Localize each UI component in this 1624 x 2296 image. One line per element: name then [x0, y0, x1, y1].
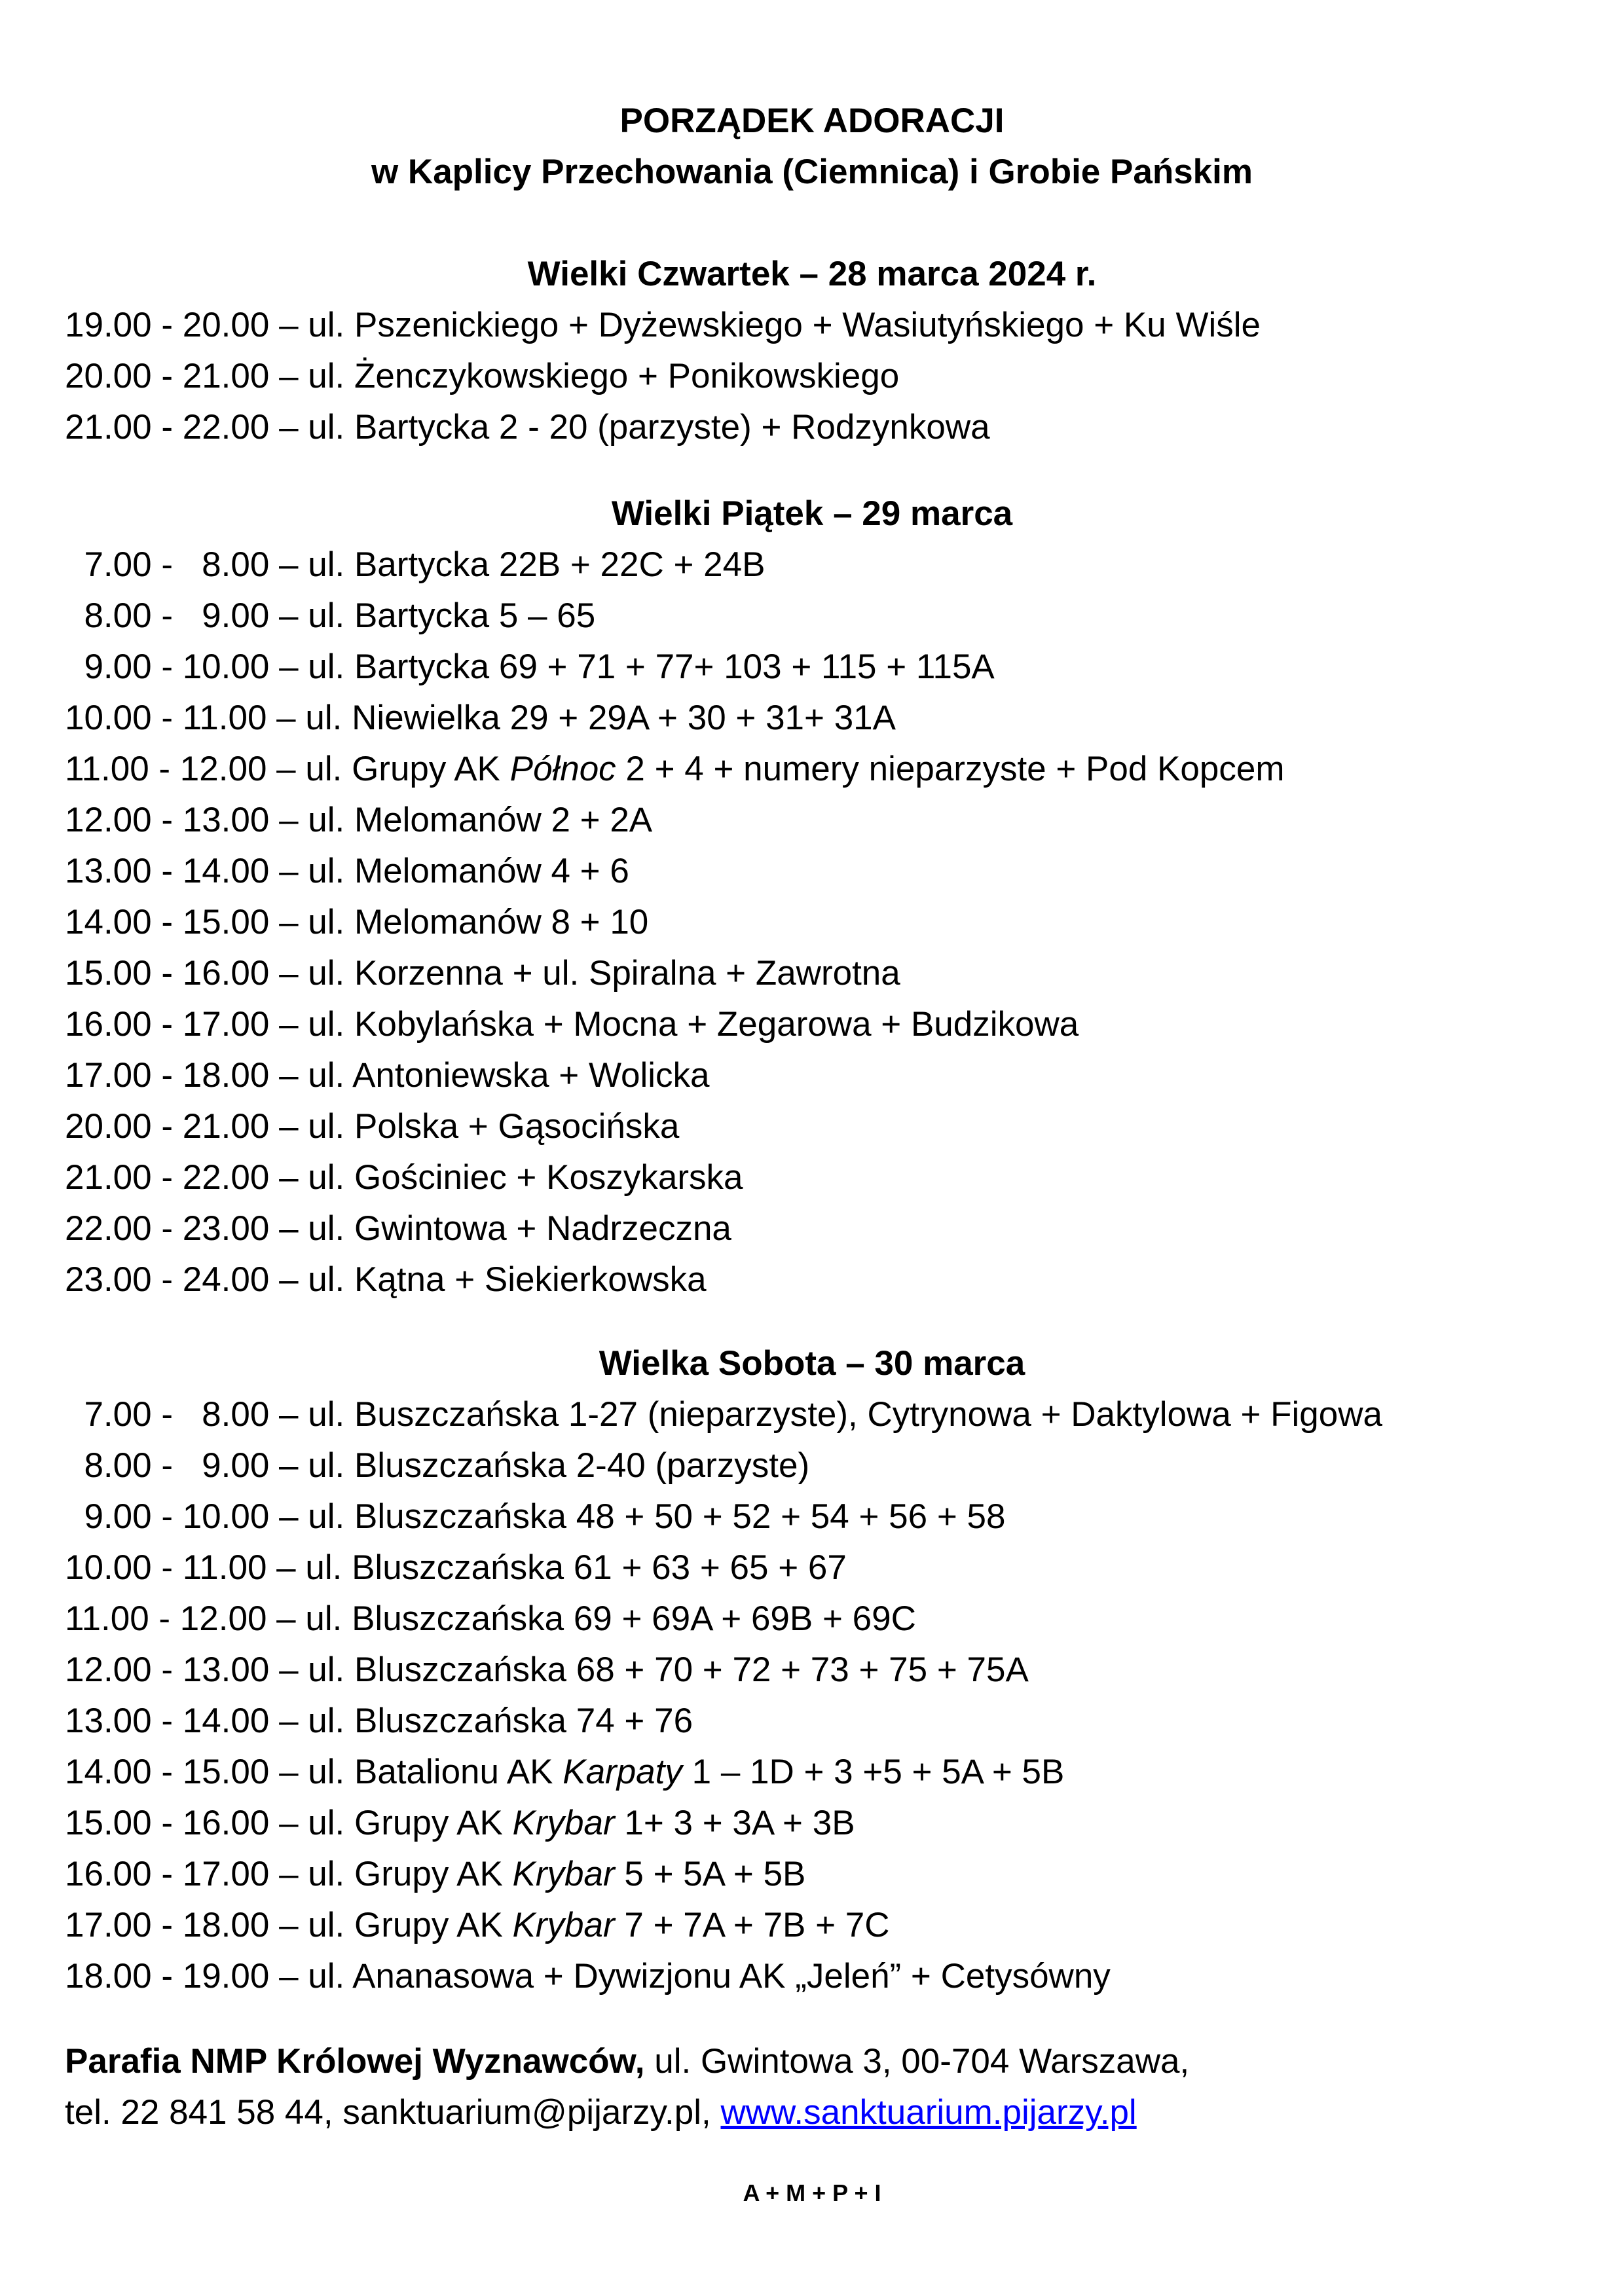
time-range: 14.00 - 15.00 — [65, 903, 270, 941]
streets: – ul. Buszczańska 1-27 (nieparzyste), Cytrynowa + Daktylowa + Figowa — [269, 1395, 1382, 1434]
time-range: 11.00 - 12.00 — [65, 750, 267, 788]
street-name-italic: Krybar — [512, 1906, 615, 1944]
schedule-row — [65, 539, 1559, 591]
streets: – ul. Antoniewska + Wolicka — [269, 1056, 710, 1095]
schedule-row — [65, 1254, 1559, 1305]
time-range: 17.00 - 18.00 — [65, 1056, 270, 1095]
streets: – ul. Bluszczańska 69 + 69A + 69B + 69C — [267, 1599, 916, 1638]
schedule-row — [65, 1491, 1559, 1542]
streets: – ul. Bluszczańska 74 + 76 — [269, 1702, 693, 1740]
streets: – ul. Melomanów 2 + 2A — [269, 801, 653, 839]
streets: – ul. Żenczykowskiego + Ponikowskiego — [269, 357, 900, 395]
schedule-row — [65, 846, 1559, 897]
schedule-row — [65, 1440, 1559, 1491]
streets: – ul. Melomanów 4 + 6 — [269, 852, 629, 890]
schedule-row — [65, 351, 1559, 402]
schedule-rows — [65, 1389, 1559, 2002]
streets: – ul. Bluszczańska 2-40 (parzyste) — [269, 1446, 810, 1485]
time-range: 23.00 - 24.00 — [65, 1260, 270, 1299]
schedule-row — [65, 999, 1559, 1050]
time-range: 19.00 - 20.00 — [65, 306, 270, 344]
time-range: 15.00 - 16.00 — [65, 954, 270, 993]
streets: – ul. Korzenna + ul. Spiralna + Zawrotna — [269, 954, 900, 993]
streets: – ul. Bluszczańska 68 + 70 + 72 + 73 + 75 + 75A — [269, 1650, 1029, 1689]
schedule-row — [65, 1747, 1559, 1798]
time-range: 21.00 - 22.00 — [65, 408, 270, 446]
streets: – ul. Ananasowa + Dywizjonu AK „Jeleń” + Cetysówny — [269, 1957, 1111, 1995]
schedule-row — [65, 948, 1559, 999]
time-range: 9.00 - 10.00 — [65, 647, 270, 686]
streets: – ul. Grupy AK — [269, 1855, 513, 1893]
streets: – ul. Bartycka 2 - 20 (parzyste) + Rodzynkowa — [269, 408, 990, 446]
streets: – ul. Batalionu AK — [269, 1753, 563, 1791]
schedule-row — [65, 1798, 1559, 1849]
schedule-row — [65, 693, 1559, 744]
time-range: 8.00 - 9.00 — [65, 1446, 270, 1485]
streets: – ul. Pszenickiego + Dyżewskiego + Wasiutyńskiego + Ku Wiśle — [269, 306, 1261, 344]
time-range: 9.00 - 10.00 — [65, 1497, 270, 1536]
schedule-row — [65, 1542, 1559, 1594]
streets: – ul. Bluszczańska 61 + 63 + 65 + 67 — [267, 1548, 847, 1587]
time-range: 13.00 - 14.00 — [65, 1702, 270, 1740]
streets: – ul. Bartycka 5 – 65 — [269, 596, 596, 635]
schedule-row — [65, 402, 1559, 453]
time-range: 12.00 - 13.00 — [65, 801, 270, 839]
time-range: 14.00 - 15.00 — [65, 1753, 270, 1791]
streets: – ul. Bartycka 22B + 22C + 24B — [269, 545, 766, 584]
schedule-row — [65, 1645, 1559, 1696]
schedule-row — [65, 642, 1559, 693]
schedule-row — [65, 1900, 1559, 1951]
streets-continued: 1 – 1D + 3 +5 + 5A + 5B — [682, 1753, 1065, 1791]
schedule-row — [65, 1101, 1559, 1152]
street-name-italic: Krybar — [512, 1855, 615, 1893]
streets: – ul. Melomanów 8 + 10 — [269, 903, 649, 941]
motto: A + M + P + I — [743, 2179, 881, 2206]
time-range: 20.00 - 21.00 — [65, 357, 270, 395]
time-range: 11.00 - 12.00 — [65, 1599, 267, 1638]
day-section-saturday — [65, 1338, 1559, 2002]
time-range: 17.00 - 18.00 — [65, 1906, 270, 1944]
streets: – ul. Bartycka 69 + 71 + 77+ 103 + 115 + 115A — [269, 647, 995, 686]
parish-address: ul. Gwintowa 3, 00-704 Warszawa, — [644, 2042, 1190, 2081]
day-section-thursday — [65, 249, 1559, 453]
time-range: 7.00 - 8.00 — [65, 1395, 270, 1434]
streets: – ul. Gwintowa + Nadrzeczna — [269, 1209, 731, 1248]
day-heading: Wielka Sobota – 30 marca — [599, 1344, 1025, 1383]
time-range: 18.00 - 19.00 — [65, 1957, 270, 1995]
streets-continued: 2 + 4 + numery nieparzyste + Pod Kopcem — [616, 750, 1285, 788]
time-range: 7.00 - 8.00 — [65, 545, 270, 584]
time-range: 8.00 - 9.00 — [65, 596, 270, 635]
time-range: 16.00 - 17.00 — [65, 1855, 270, 1893]
schedule-row — [65, 1389, 1559, 1440]
website-link[interactable]: www.sanktuarium.pijarzy.pl — [720, 2093, 1137, 2132]
schedule-row — [65, 1152, 1559, 1203]
time-range: 10.00 - 11.00 — [65, 699, 267, 737]
streets: – ul. Grupy AK — [269, 1804, 513, 1842]
streets-continued: 1+ 3 + 3A + 3B — [614, 1804, 855, 1842]
schedule-row — [65, 1203, 1559, 1254]
schedule-rows — [65, 539, 1559, 1305]
streets: – ul. Polska + Gąsocińska — [269, 1107, 680, 1146]
parish-name: Parafia NMP Królowej Wyznawców, — [65, 2042, 645, 2081]
time-range: 20.00 - 21.00 — [65, 1107, 270, 1146]
schedule-row — [65, 591, 1559, 642]
schedule-rows — [65, 300, 1559, 453]
day-heading: Wielki Piątek – 29 marca — [611, 494, 1013, 533]
schedule-row — [65, 897, 1559, 948]
streets: – ul. Kątna + Siekierkowska — [269, 1260, 707, 1299]
streets: – ul. Grupy AK — [269, 1906, 513, 1944]
time-range: 10.00 - 11.00 — [65, 1548, 267, 1587]
schedule-row — [65, 795, 1559, 846]
time-range: 15.00 - 16.00 — [65, 1804, 270, 1842]
streets: – ul. Kobylańska + Mocna + Zegarowa + Budzikowa — [269, 1005, 1079, 1044]
schedule-row — [65, 1594, 1559, 1645]
schedule-row — [65, 300, 1559, 351]
street-name-italic: Północ — [509, 750, 616, 788]
time-range: 22.00 - 23.00 — [65, 1209, 270, 1248]
parish-contact: tel. 22 841 58 44, sanktuarium@pijarzy.pl, — [65, 2093, 721, 2132]
street-name-italic: Karpaty — [563, 1753, 682, 1791]
time-range: 12.00 - 13.00 — [65, 1650, 270, 1689]
time-range: 16.00 - 17.00 — [65, 1005, 270, 1044]
parish-footer — [65, 2036, 1559, 2138]
schedule-row — [65, 1951, 1559, 2002]
document-title: PORZĄDEK ADORACJI — [619, 101, 1005, 140]
streets: – ul. Bluszczańska 48 + 50 + 52 + 54 + 56 + 58 — [269, 1497, 1006, 1536]
street-name-italic: Krybar — [512, 1804, 615, 1842]
time-range: 21.00 - 22.00 — [65, 1158, 270, 1197]
day-section-friday — [65, 488, 1559, 1305]
schedule-row — [65, 1849, 1559, 1900]
streets: – ul. Niewielka 29 + 29A + 30 + 31+ 31A — [267, 699, 896, 737]
streets: – ul. Grupy AK — [267, 750, 510, 788]
document-subtitle: w Kaplicy Przechowania (Ciemnica) i Grobie Pańskim — [371, 153, 1253, 191]
day-heading: Wielki Czwartek – 28 marca 2024 r. — [527, 255, 1097, 293]
time-range: 13.00 - 14.00 — [65, 852, 270, 890]
streets: – ul. Gościniec + Koszykarska — [269, 1158, 743, 1197]
schedule-row — [65, 1696, 1559, 1747]
streets-continued: 5 + 5A + 5B — [614, 1855, 806, 1893]
schedule-row — [65, 1050, 1559, 1101]
streets-continued: 7 + 7A + 7B + 7C — [614, 1906, 890, 1944]
schedule-row — [65, 744, 1559, 795]
document-header — [65, 96, 1559, 198]
